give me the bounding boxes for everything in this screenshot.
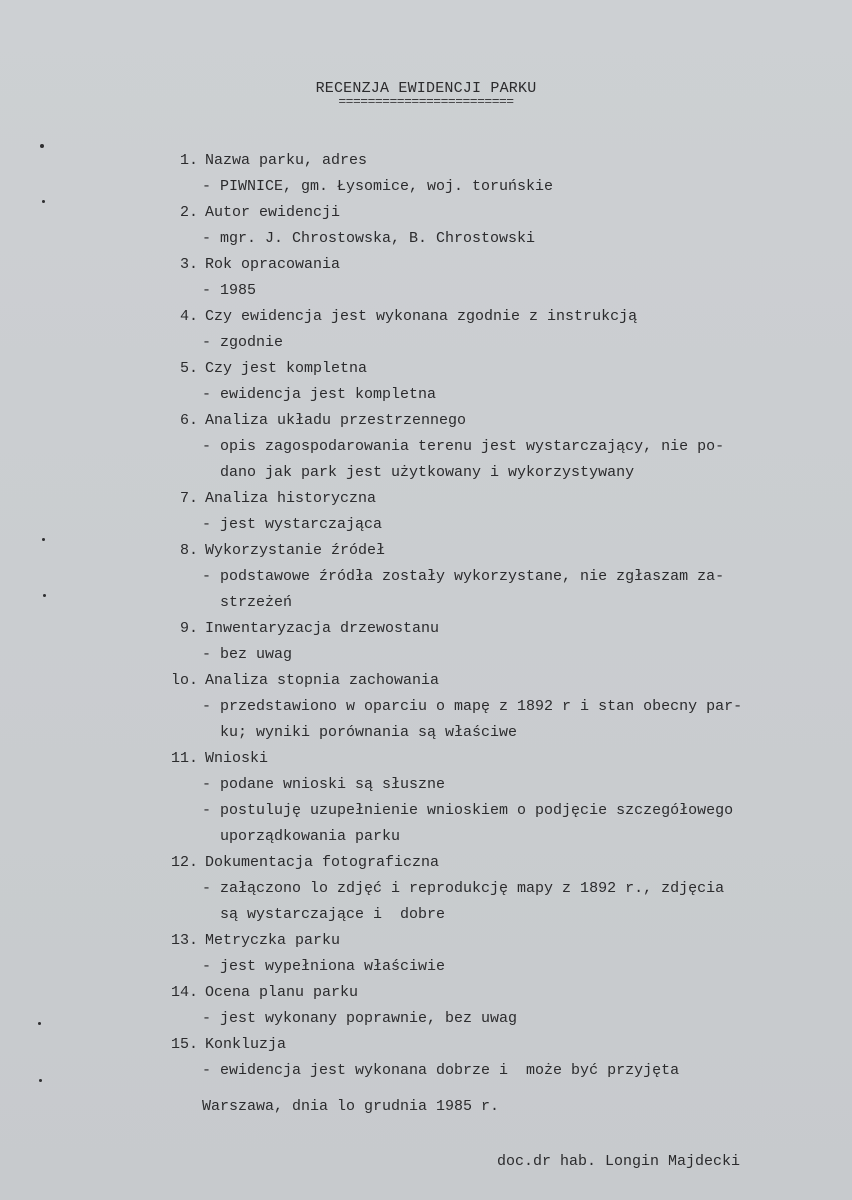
item-number: 14.	[170, 984, 198, 1001]
item-number: 6.	[179, 412, 198, 429]
margin-mark	[39, 1079, 42, 1082]
review-item	[0, 200, 852, 252]
item-answer-line: strzeżeń	[202, 594, 293, 611]
document-title: RECENZJA EWIDENCJI PARKU	[315, 80, 537, 97]
item-question: Czy ewidencja jest wykonana zgodnie z instrukcją	[205, 308, 638, 325]
item-number: 15.	[170, 1036, 198, 1053]
item-answer-line: - podstawowe źródła zostały wykorzystane, nie zgłaszam za-	[202, 568, 725, 585]
item-question: Autor ewidencji	[205, 204, 341, 221]
margin-mark	[38, 1022, 41, 1025]
item-question: Analiza historyczna	[205, 490, 377, 507]
review-item	[0, 980, 852, 1032]
review-item	[0, 850, 852, 928]
margin-mark	[42, 200, 45, 203]
review-item	[0, 746, 852, 850]
margin-mark	[43, 594, 46, 597]
item-number: 4.	[179, 308, 198, 325]
review-item	[0, 408, 852, 486]
item-number: 12.	[170, 854, 198, 871]
item-answer-line: - mgr. J. Chrostowska, B. Chrostowski	[202, 230, 536, 247]
item-answer-line: - jest wykonany poprawnie, bez uwag	[202, 1010, 518, 1027]
item-question: Czy jest kompletna	[205, 360, 368, 377]
item-question: Ocena planu parku	[205, 984, 359, 1001]
item-answer-line: - załączono lo zdjęć i reprodukcję mapy z 1892 r., zdjęcia	[202, 880, 725, 897]
item-question: Metryczka parku	[205, 932, 341, 949]
margin-mark	[42, 538, 45, 541]
item-answer-line: dano jak park jest użytkowany i wykorzystywany	[202, 464, 635, 481]
review-list	[0, 148, 852, 1084]
item-answer-line: - jest wypełniona właściwie	[202, 958, 446, 975]
item-question: Konkluzja	[205, 1036, 287, 1053]
item-number: 7.	[179, 490, 198, 507]
item-answer-line: - zgodnie	[202, 334, 284, 351]
item-question: Dokumentacja fotograficzna	[205, 854, 440, 871]
item-question: Wykorzystanie źródeł	[205, 542, 386, 559]
item-answer-line: - postuluję uzupełnienie wnioskiem o podjęcie szczegółowego	[202, 802, 734, 819]
item-answer-line: - bez uwag	[202, 646, 293, 663]
review-item	[0, 616, 852, 668]
item-answer-line: - PIWNICE, gm. Łysomice, woj. toruńskie	[202, 178, 554, 195]
item-number: 13.	[170, 932, 198, 949]
item-answer-line: - przedstawiono w oparciu o mapę z 1892 r i stan obecny par-	[202, 698, 743, 715]
signature: doc.dr hab. Longin Majdecki	[497, 1153, 741, 1170]
item-answer-line: - ewidencja jest wykonana dobrze i może być przyjęta	[202, 1062, 680, 1079]
item-number: 8.	[179, 542, 198, 559]
place-date: Warszawa, dnia lo grudnia 1985 r.	[202, 1098, 500, 1115]
title-underline: ========================	[338, 94, 514, 109]
review-item	[0, 1032, 852, 1084]
review-item	[0, 538, 852, 616]
item-answer-line: uporządkowania parku	[202, 828, 401, 845]
review-item	[0, 252, 852, 304]
review-item	[0, 928, 852, 980]
item-question: Rok opracowania	[205, 256, 341, 273]
item-answer-line: ku; wyniki porównania są właściwe	[202, 724, 518, 741]
item-number: 2.	[179, 204, 198, 221]
item-number: 11.	[170, 750, 198, 767]
review-item	[0, 486, 852, 538]
item-answer-line: są wystarczające i dobre	[202, 906, 446, 923]
item-number: 1.	[179, 152, 198, 169]
item-number: 5.	[179, 360, 198, 377]
item-number: 3.	[179, 256, 198, 273]
item-answer-line: - opis zagospodarowania terenu jest wystarczający, nie po-	[202, 438, 725, 455]
item-number: 9.	[179, 620, 198, 637]
item-question: Nazwa parku, adres	[205, 152, 368, 169]
item-question: Wnioski	[205, 750, 269, 767]
item-question: Analiza stopnia zachowania	[205, 672, 440, 689]
item-answer-line: - 1985	[202, 282, 257, 299]
item-answer-line: - jest wystarczająca	[202, 516, 383, 533]
item-question: Analiza układu przestrzennego	[205, 412, 467, 429]
review-item	[0, 148, 852, 200]
review-item	[0, 304, 852, 356]
margin-mark	[40, 144, 44, 148]
item-answer-line: - ewidencja jest kompletna	[202, 386, 437, 403]
review-item	[0, 668, 852, 746]
review-item	[0, 356, 852, 408]
item-number: lo.	[170, 672, 198, 689]
item-answer-line: - podane wnioski są słuszne	[202, 776, 446, 793]
item-question: Inwentaryzacja drzewostanu	[205, 620, 440, 637]
